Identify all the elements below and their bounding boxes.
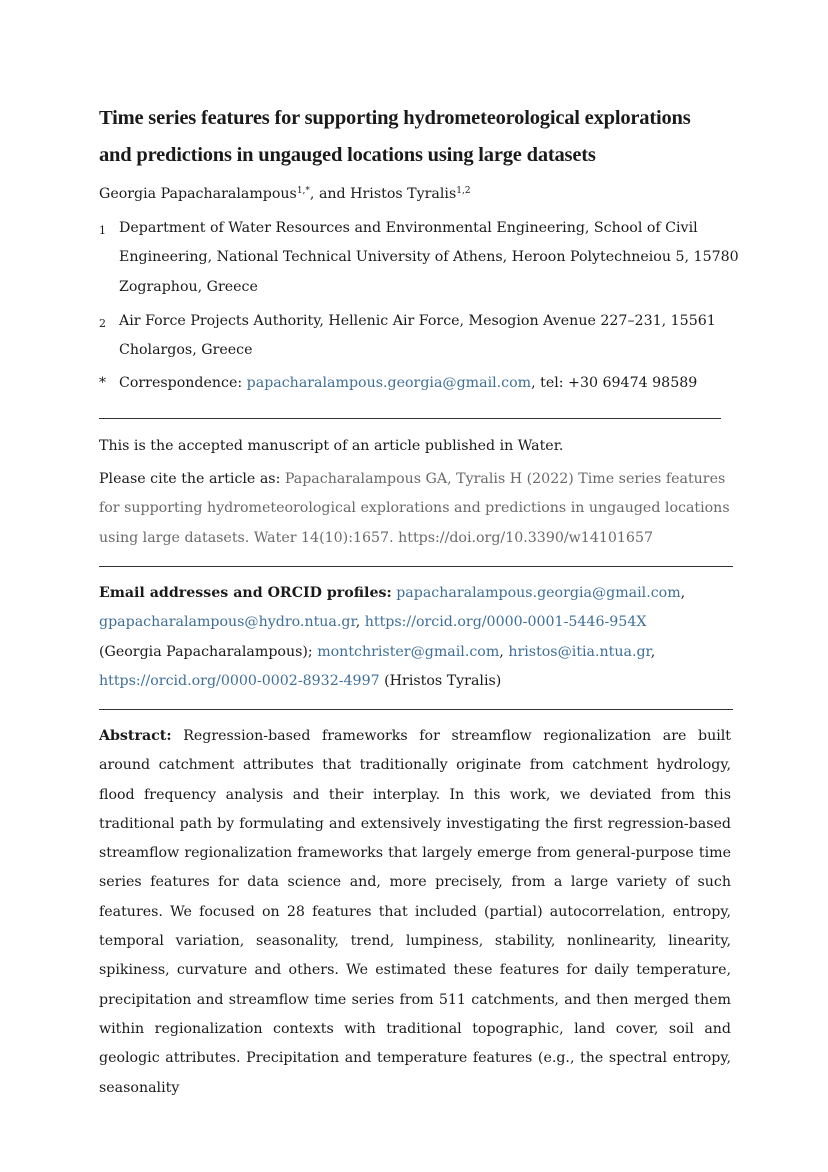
email-link[interactable]: gpapacharalampous@hydro.ntua.gr [99,614,356,631]
contact-owner: (Georgia Papacharalampous); [99,643,318,660]
author-connector: , and [309,186,351,202]
email-link[interactable]: montchrister@gmail.com [317,643,500,660]
title-line-2: and predictions in ungauged locations using large datasets [99,144,596,166]
correspondence-tel: , tel: +30 69474 98589 [531,375,698,391]
separator: , [680,585,686,601]
orcid-link[interactable]: https://orcid.org/0000-0002-8932-4997 [99,672,380,689]
separator: , [499,643,509,660]
affiliation-2 [99,307,739,366]
citation-block [99,465,731,553]
author-name: Georgia Papacharalampous [99,186,297,202]
correspondence-label: Correspondence: [119,375,247,391]
correspondence [99,369,739,398]
section-divider [99,709,733,710]
author-affiliation-marker: 1,2 [456,186,471,196]
contacts-label: Email addresses and ORCID profiles: [99,585,392,601]
abstract-label: Abstract: [99,728,172,744]
author-name: Hristos Tyralis [350,186,457,202]
contact-owner: (Hristos Tyralis) [379,672,502,689]
section-divider [99,418,721,419]
affiliation-text: Air Force Projects Authority, Hellenic Air Force, Mesogion Avenue 227–231, 15561 Cholargos, Greece [119,313,716,359]
separator: , [355,614,365,631]
affiliation-text: Department of Water Resources and Environmental Engineering, School of Civil Engineering, National Technical University of Athens, Heroon Polytechneiou 5, 15780 Zographou, Greece [119,220,739,295]
abstract [99,722,731,1103]
email-link[interactable]: papacharalampous.georgia@gmail.com [396,585,681,601]
title-line-1: Time series features for supporting hydrometeorological explorations [99,107,691,129]
abstract-text: Regression-based frameworks for streamflow regionalization are built around catchment attributes that traditionally originate from catchment hydrology, flood frequency analysis and their interplay. In this work, we deviated from this traditional path by formulating and extensively investigating the first regression-based streamflow regionalization frameworks that largely emerge from general-purpose time series features for data science and, more precisely, from a large variety of such features. We focused on 28 features that included (partial) autocorrelation, entropy, temporal variation, seasonality, trend, lumpiness, stability, nonlinearity, linearity, spikiness, curvature and others. We estimated these features for daily temperature, precipitation and streamflow time series from 511 catchments, and then merged them within regionalization contexts with traditional topographic, land cover, soil and geologic attributes. Precipitation and temperature features (e.g., the spectral entropy, seasonality [99,728,731,1096]
email-link[interactable]: hristos@itia.ntua.gr [508,643,651,660]
separator: , [650,643,656,660]
correspondence-text [119,369,739,398]
citation-text: Papacharalampous GA, Tyralis H (2022) Time series features for supporting hydrometeorological explorations and predictions in ungauged locations using large datasets. Water 14(10):1657. https://doi.org/10.3390/w14101657 [99,471,730,546]
correspondence-marker: * [99,375,106,391]
correspondence-email-link[interactable]: papacharalampous.georgia@gmail.com [246,375,532,391]
author-affiliation-marker: 1,* [296,186,310,196]
contacts-block [99,579,731,696]
section-divider [99,566,733,567]
citation-label: Please cite the article as: [99,471,285,487]
orcid-link[interactable]: https://orcid.org/0000-0001-5446-954X [364,614,647,631]
author-list [99,180,471,209]
paper-title [99,100,739,174]
manuscript-note: This is the accepted manuscript of an article published in Water. [99,438,564,454]
affiliation-marker: 2 [99,317,106,330]
affiliation-1 [99,214,739,302]
affiliation-marker: 1 [99,224,106,237]
